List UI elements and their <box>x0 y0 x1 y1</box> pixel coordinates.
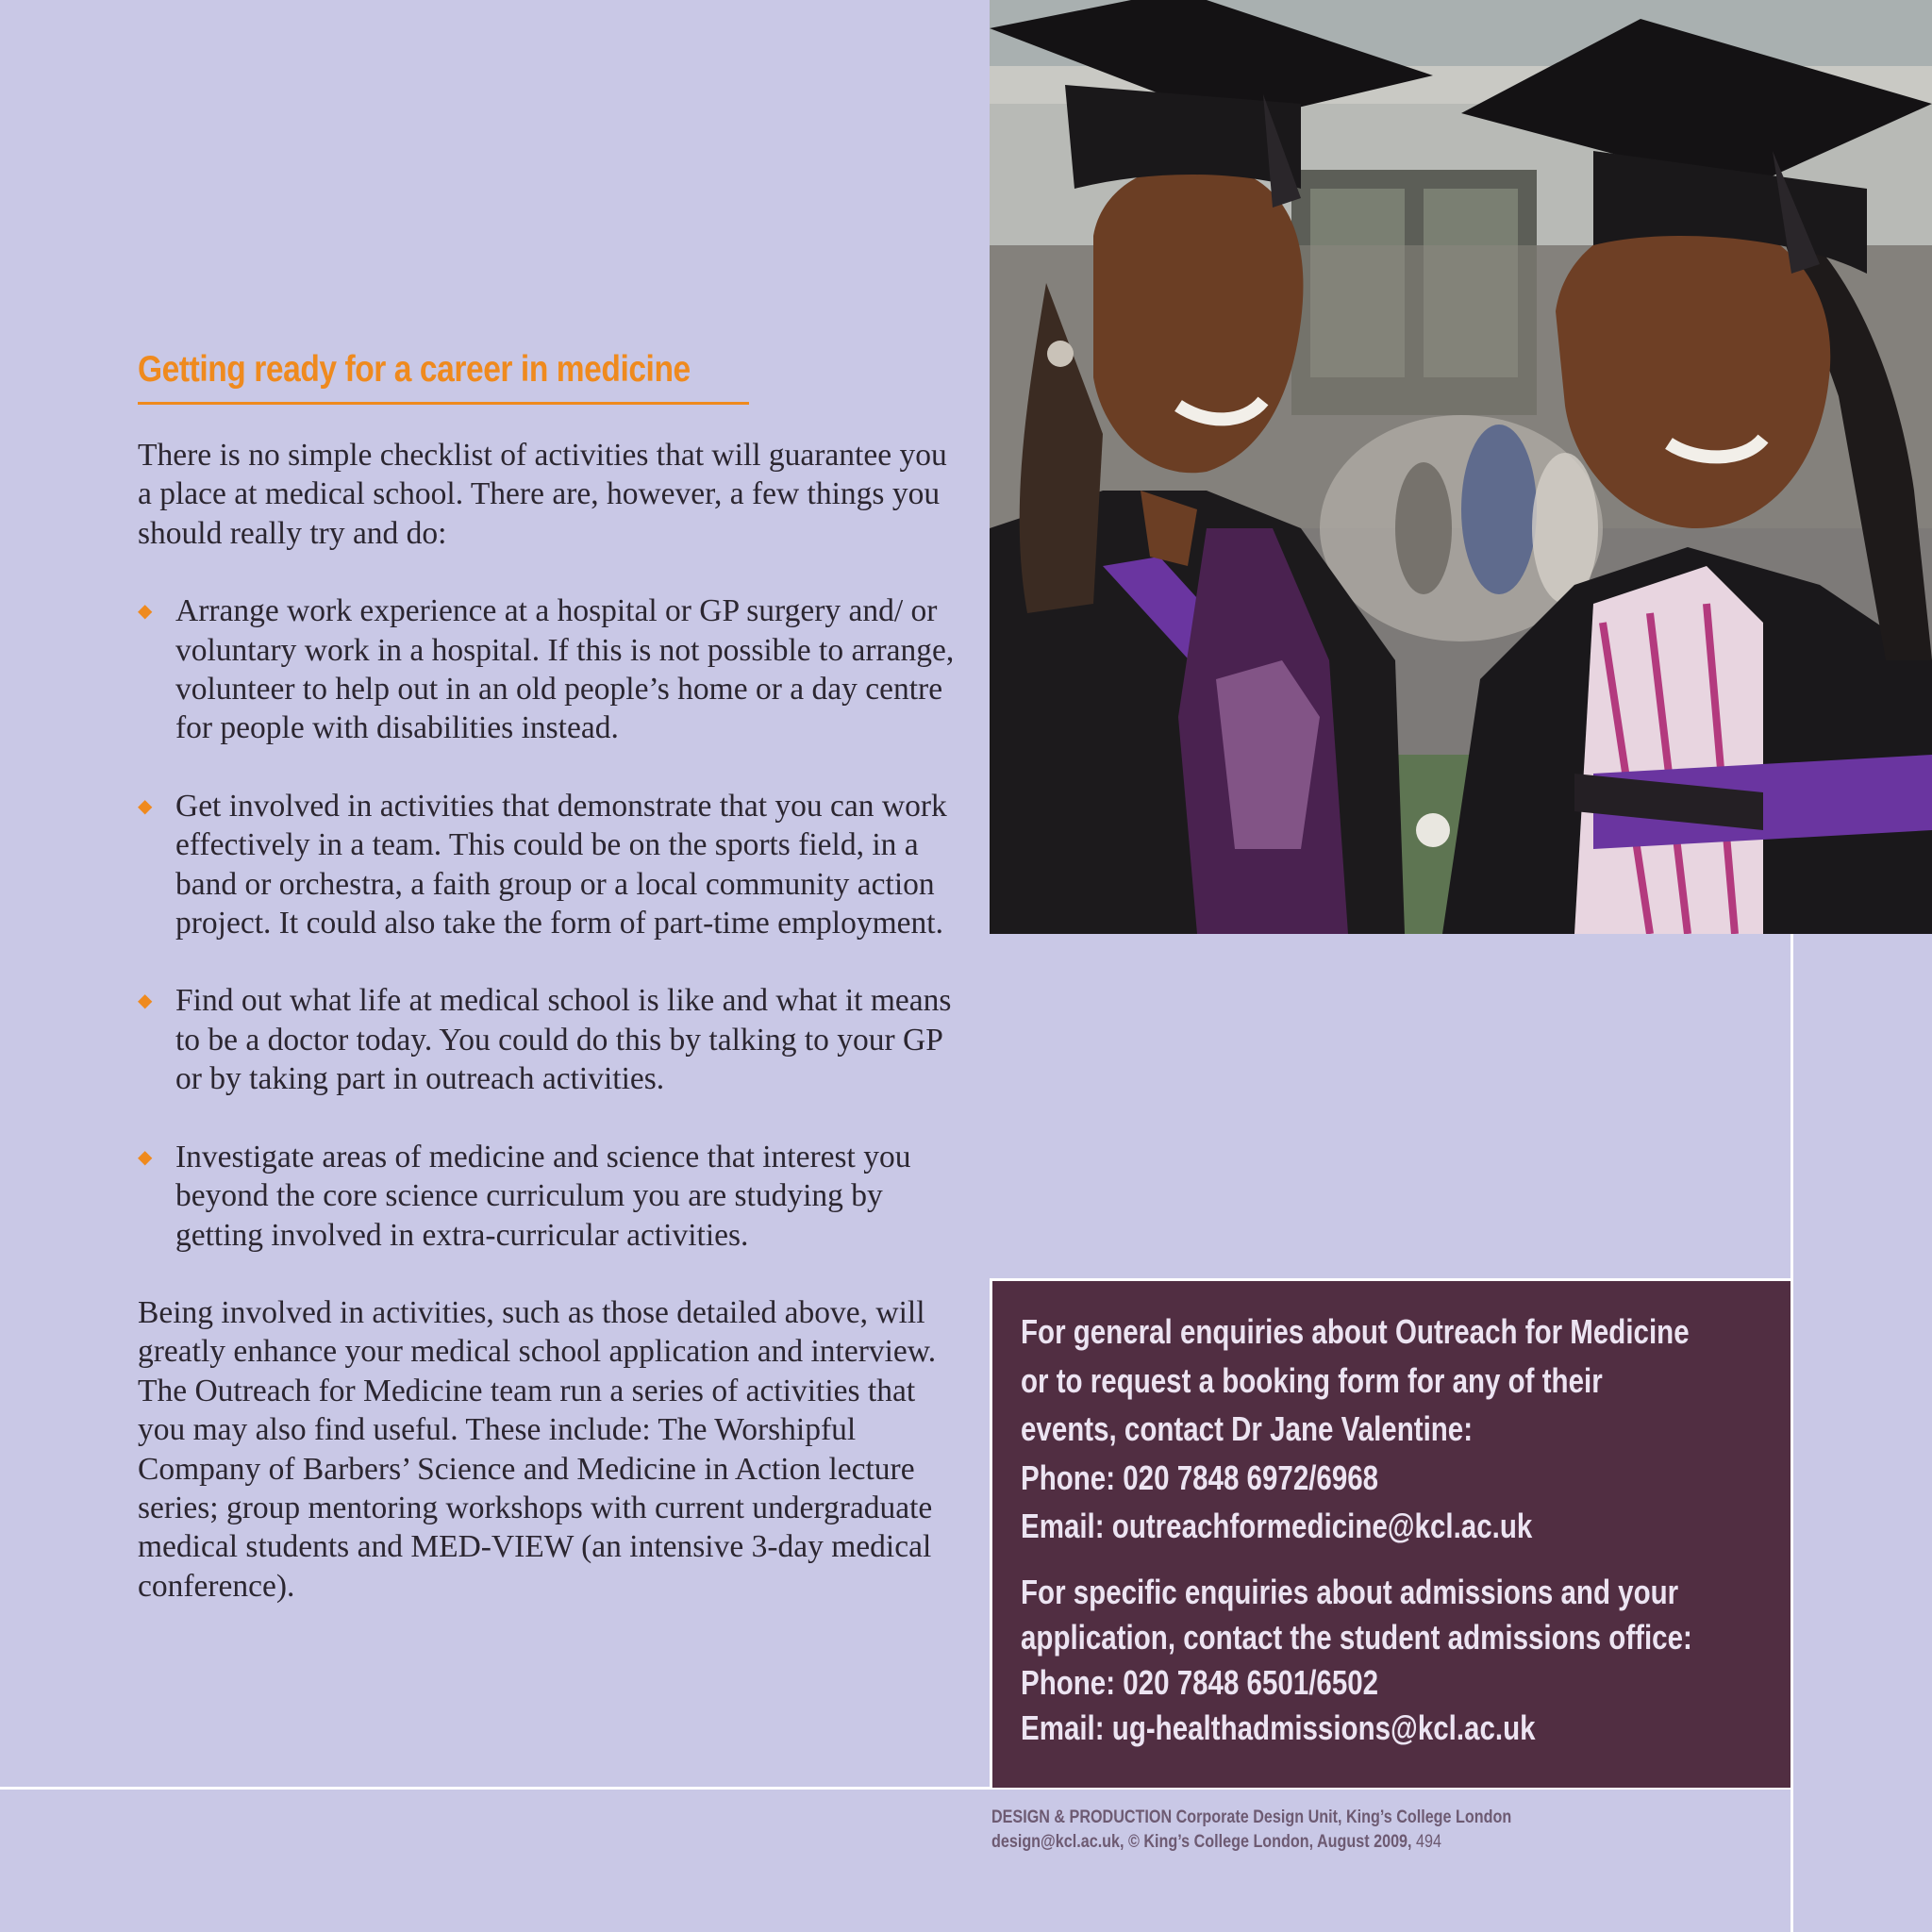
closing-paragraph: Being involved in activities, such as those detailed above, will greatly enhance your medical school application and interview. The Outreach for Medicine team run a series of activities that you may also find useful. These include: The Worshipful Company of Barbers’ Science and Medicine in Action lecture series; group mentoring workshops with current undergraduate medical students and MED-VIEW (an intensive 3-day medical conference). <box>138 1294 937 1604</box>
credits-line-2 <box>991 1830 1511 1855</box>
list-item-text: Arrange work experience at a hospital or GP surgery and/ or voluntary work in a hospital. If this is not possible to arrange, volunteer to help out in an old people’s home or a day centre for people with disabilities instead. <box>175 593 955 746</box>
graduates-photo <box>990 0 1932 934</box>
general-email: Email: outreachformedicine@kcl.ac.uk <box>1021 1507 1533 1545</box>
diamond-bullet-icon: ◆ <box>138 1144 153 1168</box>
list-item-text: Investigate areas of medicine and science that interest you beyond the core science curriculum you are studying by getting involved in extra-curricular activities. <box>175 1139 911 1253</box>
diamond-bullet-icon: ◆ <box>138 989 153 1012</box>
general-enquiries-line: For general enquiries about Outreach for Medicine <box>1021 1312 1690 1351</box>
admissions-enquiries-line: application, contact the student admissions office: <box>1021 1617 1692 1657</box>
section-heading: Getting ready for a career in medicine <box>138 349 691 390</box>
design-credits <box>991 1806 1511 1855</box>
general-enquiries-line: or to request a booking form for any of their <box>1021 1360 1603 1400</box>
diamond-bullet-icon: ◆ <box>138 599 153 623</box>
admissions-enquiries-line: For specific enquiries about admissions and your <box>1021 1572 1679 1611</box>
graduates-illustration <box>990 0 1932 934</box>
list-item <box>138 981 958 1098</box>
admissions-email: Email: ug-healthadmissions@kcl.ac.uk <box>1021 1707 1536 1747</box>
credits-copyright: design@kcl.ac.uk, © King’s College London, August 2009, <box>991 1832 1412 1852</box>
general-enquiries-line: events, contact Dr Jane Valentine: <box>1021 1409 1474 1448</box>
list-item <box>138 591 958 748</box>
contact-text <box>1021 1307 1794 1751</box>
list-item-text: Find out what life at medical school is like and what it means to be a doctor today. You could do this by talking to your GP or by taking part in outreach activities. <box>175 983 952 1097</box>
intro-paragraph: There is no simple checklist of activities that will guarantee you a place at medical school. There are, however, a few things you should really try and do: <box>138 438 947 551</box>
admissions-phone: Phone: 020 7848 6501/6502 <box>1021 1662 1379 1702</box>
general-phone: Phone: 020 7848 6972/6968 <box>1021 1457 1379 1497</box>
list-item-text: Get involved in activities that demonstrate that you can work effectively in a team. This could be on the sports field, in a band or orchestra, a faith group or a local community action project. It could also take the form of part-time employment. <box>175 788 947 941</box>
list-item <box>138 787 958 943</box>
admissions-enquiries <box>1021 1570 1794 1751</box>
diamond-bullet-icon: ◆ <box>138 793 153 817</box>
list-item <box>138 1138 958 1255</box>
advice-list <box>138 591 958 1255</box>
heading-underline <box>138 402 749 405</box>
body-column <box>138 436 958 1606</box>
credits-line-1: DESIGN & PRODUCTION Corporate Design Unit, King’s College London <box>991 1807 1512 1827</box>
general-enquiries <box>1021 1307 1794 1551</box>
contact-panel <box>990 1278 1790 1788</box>
credits-number: 494 <box>1411 1832 1441 1852</box>
